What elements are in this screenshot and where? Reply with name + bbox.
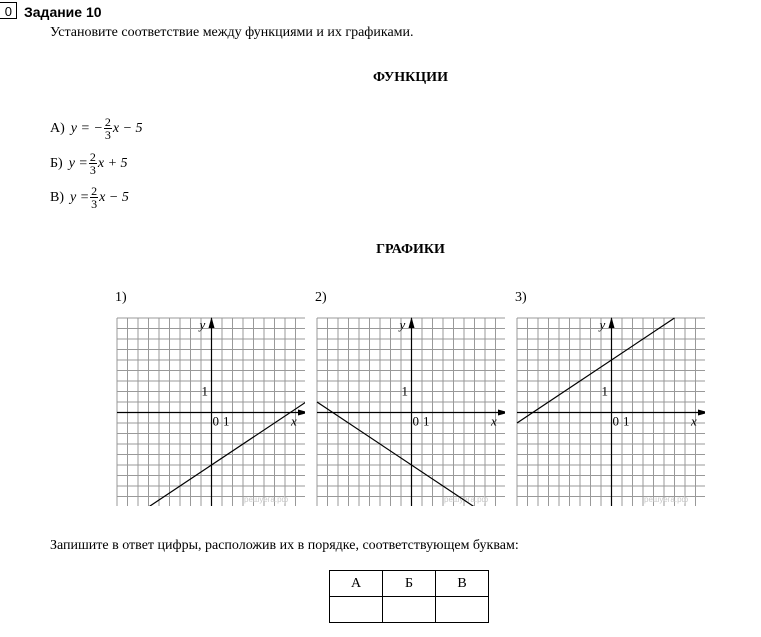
task-title: Задание 10 <box>24 4 102 20</box>
task-instruction: Установите соответствие между функциями и их графиками. <box>50 25 414 40</box>
function-rhs: x − 5 <box>99 189 129 205</box>
x-axis-arrow-icon <box>698 410 705 416</box>
answer-table-header-row <box>330 571 489 597</box>
x-axis-label: x <box>491 413 497 429</box>
x-unit-label: 1 <box>423 413 430 429</box>
graph-3 <box>515 316 705 506</box>
y-unit-label: 1 <box>401 383 408 399</box>
y-axis-arrow-icon <box>609 317 615 328</box>
x-axis-arrow-icon <box>498 410 505 416</box>
answer-cell-b[interactable] <box>383 597 436 623</box>
graph-2 <box>315 316 505 506</box>
answer-cell-c[interactable] <box>436 597 489 623</box>
graph-2-label: 2) <box>315 290 327 305</box>
watermark: решуега.рф <box>244 495 289 504</box>
x-axis-label: x <box>691 413 697 429</box>
watermark: решуега.рф <box>644 495 689 504</box>
function-lhs: y = − <box>70 120 103 136</box>
y-unit-label: 1 <box>601 383 608 399</box>
function-c <box>50 185 129 210</box>
functions-heading: ФУНКЦИИ <box>373 70 448 85</box>
graphs-heading: ГРАФИКИ <box>376 242 445 257</box>
fraction <box>90 185 98 210</box>
watermark: решуега.рф <box>444 495 489 504</box>
answer-table <box>329 570 489 623</box>
function-label: А) <box>50 120 65 136</box>
y-axis-label: y <box>399 317 406 332</box>
fraction-numerator: 2 <box>104 115 111 129</box>
x-unit-label: 1 <box>623 413 630 429</box>
answer-header-c: В <box>436 571 489 597</box>
function-rhs: x − 5 <box>112 120 143 136</box>
function-a <box>50 116 143 141</box>
y-axis-label: y <box>599 317 606 332</box>
graph-1-label: 1) <box>115 290 127 305</box>
y-axis-arrow-icon <box>409 317 415 328</box>
origin-label: 0 <box>212 413 219 429</box>
fraction-denominator: 3 <box>91 197 98 211</box>
answer-cell-a[interactable] <box>330 597 383 623</box>
graph-1 <box>115 316 305 506</box>
x-axis-label: x <box>291 413 297 429</box>
origin-label: 0 <box>412 413 419 429</box>
fraction <box>104 116 112 141</box>
y-axis-label: y <box>199 317 206 332</box>
answer-header-a: А <box>330 571 383 597</box>
fraction-denominator: 3 <box>89 163 96 177</box>
function-rhs: x + 5 <box>97 155 128 171</box>
function-label: В) <box>50 189 64 205</box>
task-number-box: 0 <box>0 2 17 19</box>
answer-header-b: Б <box>383 571 436 597</box>
function-b <box>50 151 128 176</box>
function-line <box>317 402 474 506</box>
fraction-numerator: 2 <box>91 184 98 198</box>
fraction-numerator: 2 <box>89 150 96 164</box>
fraction <box>89 151 97 176</box>
fraction-denominator: 3 <box>104 128 111 142</box>
origin-label: 0 <box>612 413 619 429</box>
y-axis-arrow-icon <box>209 317 215 328</box>
answer-prompt: Запишите в ответ цифры, расположив их в порядке, соответствующем буквам: <box>50 538 519 553</box>
function-lhs: y = <box>68 155 88 171</box>
function-label: Б) <box>50 155 63 171</box>
x-axis-arrow-icon <box>298 410 305 416</box>
x-unit-label: 1 <box>223 413 230 429</box>
function-lhs: y = <box>70 189 90 205</box>
answer-table-input-row <box>330 597 489 623</box>
graph-3-label: 3) <box>515 290 527 305</box>
y-unit-label: 1 <box>201 383 208 399</box>
